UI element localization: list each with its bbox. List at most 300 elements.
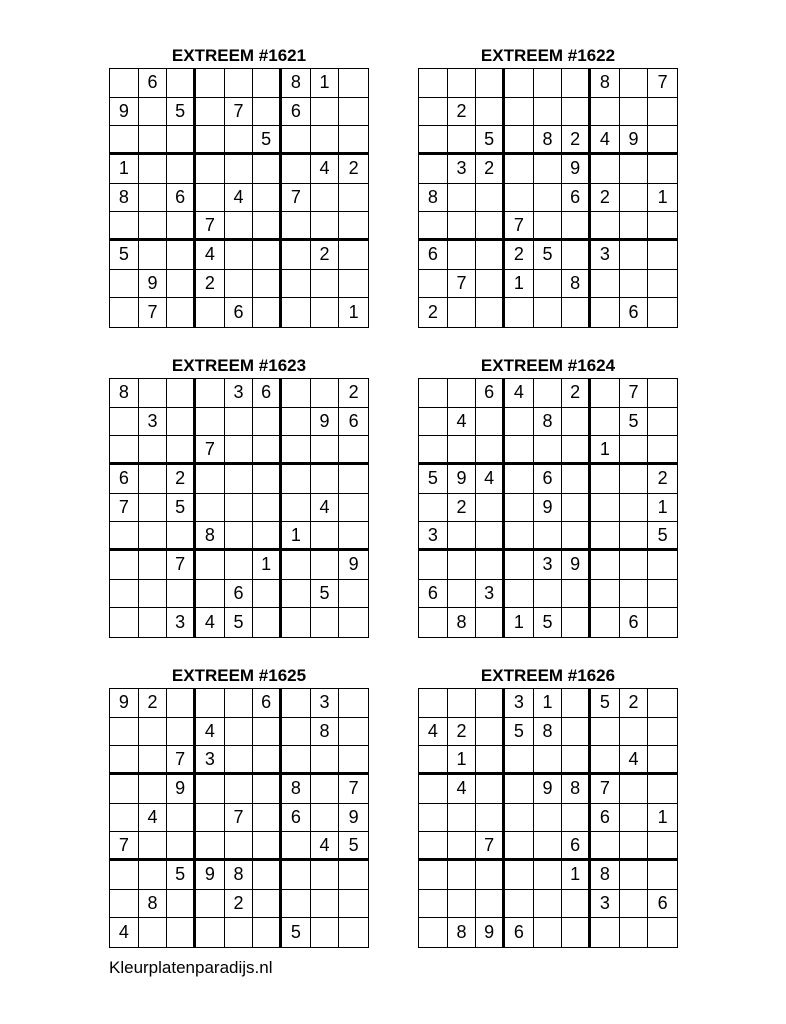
- sudoku-cell: [253, 804, 282, 833]
- sudoku-cell: [196, 918, 225, 947]
- sudoku-cell: [562, 436, 591, 465]
- sudoku-cell: 6: [505, 918, 534, 947]
- sudoku-cell: 2: [448, 494, 477, 523]
- sudoku-cell: [534, 184, 563, 213]
- puzzle-title: EXTREEM #1626: [480, 666, 616, 685]
- sudoku-cell: [620, 69, 649, 98]
- sudoku-cell: [311, 465, 340, 494]
- sudoku-cell: 9: [139, 270, 168, 299]
- sudoku-cell: 4: [196, 241, 225, 270]
- sudoku-cell: [448, 69, 477, 98]
- sudoku-cell: 6: [282, 804, 311, 833]
- sudoku-cell: [505, 861, 534, 890]
- sudoku-cell: 6: [167, 184, 196, 213]
- sudoku-cell: 8: [562, 775, 591, 804]
- sudoku-cell: 2: [620, 689, 649, 718]
- sudoku-cell: [648, 270, 677, 299]
- sudoku-cell: 9: [476, 918, 505, 947]
- sudoku-cell: [562, 718, 591, 747]
- sudoku-cell: 9: [339, 551, 368, 580]
- sudoku-cell: [419, 551, 448, 580]
- sudoku-cell: [167, 832, 196, 861]
- sudoku-cell: 3: [419, 522, 448, 551]
- sudoku-cell: [476, 522, 505, 551]
- sudoku-cell: 1: [648, 184, 677, 213]
- sudoku-cell: 2: [311, 241, 340, 270]
- sudoku-cell: [110, 861, 139, 890]
- sudoku-cell: [562, 746, 591, 775]
- sudoku-cell: 2: [448, 98, 477, 127]
- sudoku-cell: [196, 890, 225, 919]
- sudoku-cell: [419, 155, 448, 184]
- sudoku-cell: 1: [534, 689, 563, 718]
- sudoku-cell: [534, 379, 563, 408]
- sudoku-cell: [225, 69, 254, 98]
- sudoku-cell: 3: [196, 746, 225, 775]
- sudoku-cell: [562, 298, 591, 327]
- sudoku-cell: [282, 379, 311, 408]
- sudoku-cell: 8: [110, 379, 139, 408]
- sudoku-cell: [225, 270, 254, 299]
- sudoku-cell: 4: [311, 832, 340, 861]
- sudoku-cell: [419, 379, 448, 408]
- sudoku-cell: 5: [339, 832, 368, 861]
- sudoku-cell: [110, 270, 139, 299]
- sudoku-cell: [339, 746, 368, 775]
- sudoku-cell: [448, 890, 477, 919]
- sudoku-cell: [648, 241, 677, 270]
- sudoku-cell: [196, 804, 225, 833]
- sudoku-cell: [225, 746, 254, 775]
- sudoku-cell: [534, 436, 563, 465]
- sudoku-cell: [562, 804, 591, 833]
- sudoku-cell: 2: [419, 298, 448, 327]
- sudoku-cell: [311, 551, 340, 580]
- sudoku-cell: 5: [167, 98, 196, 127]
- sudoku-cell: 8: [225, 861, 254, 890]
- sudoku-cell: [167, 379, 196, 408]
- sudoku-cell: [419, 408, 448, 437]
- sudoku-cell: [110, 551, 139, 580]
- sudoku-cell: [648, 718, 677, 747]
- sudoku-cell: 8: [282, 775, 311, 804]
- sudoku-cell: [505, 465, 534, 494]
- sudoku-cell: [620, 270, 649, 299]
- sudoku-cell: [448, 551, 477, 580]
- sudoku-cell: [534, 861, 563, 890]
- sudoku-cell: [648, 126, 677, 155]
- sudoku-cell: [620, 918, 649, 947]
- sudoku-cell: 1: [448, 746, 477, 775]
- sudoku-cell: [505, 746, 534, 775]
- sudoku-cell: [591, 408, 620, 437]
- sudoku-cell: 3: [225, 379, 254, 408]
- sudoku-cell: [253, 580, 282, 609]
- sudoku-cell: 1: [311, 69, 340, 98]
- sudoku-cell: [339, 689, 368, 718]
- sudoku-cell: 4: [505, 379, 534, 408]
- sudoku-cell: 9: [562, 155, 591, 184]
- sudoku-cell: [139, 241, 168, 270]
- sudoku-cell: 9: [311, 408, 340, 437]
- sudoku-cell: 5: [476, 126, 505, 155]
- sudoku-cell: [591, 918, 620, 947]
- sudoku-cell: 3: [448, 155, 477, 184]
- sudoku-cell: 1: [505, 608, 534, 637]
- sudoku-cell: [253, 298, 282, 327]
- sudoku-cell: [562, 689, 591, 718]
- sudoku-cell: [476, 212, 505, 241]
- sudoku-cell: [505, 580, 534, 609]
- sudoku-cell: 5: [253, 126, 282, 155]
- sudoku-cell: [591, 494, 620, 523]
- sudoku-cell: [534, 298, 563, 327]
- sudoku-cell: [110, 69, 139, 98]
- sudoku-cell: [110, 408, 139, 437]
- sudoku-cell: [534, 212, 563, 241]
- sudoku-cell: [167, 241, 196, 270]
- sudoku-cell: 9: [110, 689, 139, 718]
- sudoku-cell: [339, 69, 368, 98]
- sudoku-cell: [534, 522, 563, 551]
- sudoku-cell: 1: [110, 155, 139, 184]
- sudoku-cell: 4: [419, 718, 448, 747]
- sudoku-cell: 5: [648, 522, 677, 551]
- sudoku-cell: [167, 890, 196, 919]
- sudoku-cell: 7: [591, 775, 620, 804]
- sudoku-cell: [339, 98, 368, 127]
- sudoku-cell: [311, 522, 340, 551]
- sudoku-cell: 5: [167, 861, 196, 890]
- sudoku-cell: [476, 890, 505, 919]
- sudoku-cell: [311, 126, 340, 155]
- sudoku-cell: [534, 69, 563, 98]
- sudoku-cell: 6: [620, 608, 649, 637]
- sudoku-cell: [534, 580, 563, 609]
- sudoku-cell: 2: [339, 379, 368, 408]
- sudoku-cell: [110, 775, 139, 804]
- sudoku-cell: [476, 298, 505, 327]
- sudoku-grid: [418, 378, 678, 638]
- sudoku-cell: 2: [225, 890, 254, 919]
- sudoku-cell: [225, 212, 254, 241]
- sudoku-cell: 6: [419, 241, 448, 270]
- sudoku-cell: [476, 270, 505, 299]
- sudoku-cell: [110, 580, 139, 609]
- sudoku-cell: [648, 98, 677, 127]
- sudoku-cell: [448, 126, 477, 155]
- sudoku-cell: [562, 465, 591, 494]
- sudoku-cell: [476, 69, 505, 98]
- sudoku-cell: 1: [562, 861, 591, 890]
- sudoku-cell: 4: [196, 608, 225, 637]
- sudoku-cell: [225, 241, 254, 270]
- sudoku-cell: [562, 890, 591, 919]
- sudoku-cell: 6: [225, 298, 254, 327]
- sudoku-cell: [476, 804, 505, 833]
- sudoku-cell: [282, 155, 311, 184]
- sudoku-cell: [139, 861, 168, 890]
- sudoku-cell: 6: [591, 804, 620, 833]
- sudoku-cell: 1: [648, 494, 677, 523]
- sudoku-cell: [648, 580, 677, 609]
- sudoku-cell: [253, 184, 282, 213]
- sudoku-cell: 5: [110, 241, 139, 270]
- sudoku-cell: [419, 775, 448, 804]
- sudoku-cell: [196, 69, 225, 98]
- sudoku-cell: [419, 890, 448, 919]
- sudoku-cell: [253, 270, 282, 299]
- sudoku-cell: 8: [448, 918, 477, 947]
- sudoku-cell: [253, 832, 282, 861]
- sudoku-cell: [167, 522, 196, 551]
- sudoku-cell: 5: [282, 918, 311, 947]
- sudoku-cell: [139, 379, 168, 408]
- sudoku-cell: [110, 298, 139, 327]
- sudoku-cell: 4: [476, 465, 505, 494]
- sudoku-cell: [139, 918, 168, 947]
- sudoku-cell: 7: [139, 298, 168, 327]
- sudoku-cell: [253, 608, 282, 637]
- sudoku-cell: [225, 465, 254, 494]
- sudoku-cell: [110, 522, 139, 551]
- sudoku-cell: [562, 522, 591, 551]
- sudoku-cell: [476, 746, 505, 775]
- sudoku-cell: [448, 379, 477, 408]
- sudoku-cell: 7: [110, 832, 139, 861]
- sudoku-cell: 8: [562, 270, 591, 299]
- sudoku-cell: [419, 608, 448, 637]
- sudoku-cell: [139, 718, 168, 747]
- sudoku-cell: [505, 775, 534, 804]
- puzzle-title: EXTREEM #1623: [171, 356, 307, 375]
- sudoku-cell: 2: [139, 689, 168, 718]
- sudoku-cell: [476, 775, 505, 804]
- sudoku-cell: [620, 861, 649, 890]
- sudoku-cell: 5: [620, 408, 649, 437]
- sudoku-grid: [109, 68, 369, 328]
- sudoku-cell: 8: [534, 408, 563, 437]
- sudoku-cell: 6: [110, 465, 139, 494]
- sudoku-cell: [448, 832, 477, 861]
- sudoku-cell: [339, 718, 368, 747]
- sudoku-cell: [505, 408, 534, 437]
- sudoku-cell: 9: [534, 775, 563, 804]
- sudoku-cell: 7: [196, 212, 225, 241]
- sudoku-cell: [167, 155, 196, 184]
- sudoku-cell: [534, 832, 563, 861]
- sudoku-cell: 5: [167, 494, 196, 523]
- sudoku-cell: [562, 580, 591, 609]
- sudoku-cell: 3: [534, 551, 563, 580]
- sudoku-cell: [620, 890, 649, 919]
- sudoku-cell: 4: [311, 155, 340, 184]
- sudoku-cell: 2: [648, 465, 677, 494]
- sudoku-cell: [505, 890, 534, 919]
- sudoku-cell: [110, 212, 139, 241]
- sudoku-cell: [648, 775, 677, 804]
- sudoku-cell: [311, 608, 340, 637]
- sudoku-cell: [648, 298, 677, 327]
- sudoku-cell: 7: [648, 69, 677, 98]
- sudoku-cell: 8: [196, 522, 225, 551]
- sudoku-cell: [648, 689, 677, 718]
- sudoku-cell: [534, 918, 563, 947]
- sudoku-cell: [476, 436, 505, 465]
- sudoku-cell: 7: [196, 436, 225, 465]
- sudoku-cell: [253, 918, 282, 947]
- sudoku-cell: 4: [620, 746, 649, 775]
- sudoku-cell: [591, 551, 620, 580]
- sudoku-cell: [110, 890, 139, 919]
- sudoku-cell: [505, 494, 534, 523]
- sudoku-cell: [419, 69, 448, 98]
- sudoku-cell: [167, 689, 196, 718]
- sudoku-cell: [311, 775, 340, 804]
- sudoku-cell: [253, 69, 282, 98]
- sudoku-cell: [339, 270, 368, 299]
- sudoku-cell: 5: [591, 689, 620, 718]
- sudoku-cell: [648, 408, 677, 437]
- sudoku-cell: [591, 298, 620, 327]
- sudoku-cell: [225, 918, 254, 947]
- sudoku-cell: [448, 522, 477, 551]
- sudoku-grid: [109, 378, 369, 638]
- sudoku-cell: [253, 155, 282, 184]
- sudoku-cell: [311, 98, 340, 127]
- sudoku-cell: [253, 522, 282, 551]
- sudoku-cell: [476, 861, 505, 890]
- sudoku-cell: [110, 718, 139, 747]
- sudoku-cell: 7: [505, 212, 534, 241]
- site-footer-text: Kleurplatenparadijs.nl: [109, 958, 273, 977]
- sudoku-cell: [311, 379, 340, 408]
- sudoku-cell: [534, 890, 563, 919]
- sudoku-cell: [225, 775, 254, 804]
- sudoku-cell: [225, 408, 254, 437]
- sudoku-cell: 2: [562, 126, 591, 155]
- sudoku-cell: [225, 126, 254, 155]
- sudoku-cell: 7: [620, 379, 649, 408]
- sudoku-cell: [476, 408, 505, 437]
- sudoku-cell: [282, 270, 311, 299]
- sudoku-cell: [448, 241, 477, 270]
- puzzle-title: EXTREEM #1622: [480, 46, 616, 65]
- sudoku-cell: [591, 522, 620, 551]
- sudoku-cell: [139, 608, 168, 637]
- sudoku-cell: [505, 184, 534, 213]
- sudoku-cell: 7: [282, 184, 311, 213]
- sudoku-cell: [505, 551, 534, 580]
- sudoku-cell: [282, 408, 311, 437]
- sudoku-cell: 8: [534, 718, 563, 747]
- sudoku-cell: [225, 832, 254, 861]
- sudoku-cell: [476, 241, 505, 270]
- sudoku-cell: [648, 155, 677, 184]
- sudoku-cell: [505, 804, 534, 833]
- sudoku-cell: [196, 580, 225, 609]
- sudoku-cell: [110, 746, 139, 775]
- sudoku-cell: 7: [225, 804, 254, 833]
- sudoku-cell: 7: [339, 775, 368, 804]
- sudoku-cell: 4: [225, 184, 254, 213]
- sudoku-cell: [620, 241, 649, 270]
- sudoku-cell: [476, 608, 505, 637]
- sudoku-cell: [505, 522, 534, 551]
- sudoku-cell: 9: [448, 465, 477, 494]
- sudoku-cell: 6: [419, 580, 448, 609]
- sudoku-cell: [253, 746, 282, 775]
- sudoku-cell: [167, 270, 196, 299]
- sudoku-cell: 1: [505, 270, 534, 299]
- sudoku-cell: [562, 212, 591, 241]
- sudoku-cell: 3: [139, 408, 168, 437]
- sudoku-cell: [253, 98, 282, 127]
- sudoku-cell: [562, 98, 591, 127]
- sudoku-cell: [620, 98, 649, 127]
- sudoku-cell: [282, 890, 311, 919]
- sudoku-cell: [448, 689, 477, 718]
- sudoku-cell: [139, 98, 168, 127]
- sudoku-cell: [648, 861, 677, 890]
- sudoku-cell: 7: [110, 494, 139, 523]
- sudoku-cell: [562, 918, 591, 947]
- sudoku-cell: [505, 436, 534, 465]
- sudoku-cell: [339, 126, 368, 155]
- sudoku-cell: 5: [419, 465, 448, 494]
- sudoku-cell: [419, 804, 448, 833]
- sudoku-cell: [282, 436, 311, 465]
- sudoku-grid: [109, 688, 369, 948]
- sudoku-cell: [139, 126, 168, 155]
- sudoku-cell: 4: [448, 775, 477, 804]
- sudoku-cell: [505, 98, 534, 127]
- sudoku-cell: 6: [225, 580, 254, 609]
- sudoku-cell: [476, 551, 505, 580]
- sudoku-cell: [419, 832, 448, 861]
- sudoku-cell: [419, 918, 448, 947]
- sudoku-cell: [196, 298, 225, 327]
- sudoku-cell: 2: [476, 155, 505, 184]
- sudoku-cell: [139, 212, 168, 241]
- sudoku-cell: [419, 436, 448, 465]
- sudoku-cell: [448, 861, 477, 890]
- sudoku-cell: [311, 861, 340, 890]
- sudoku-cell: [139, 155, 168, 184]
- sudoku-cell: [620, 718, 649, 747]
- sudoku-cell: [139, 775, 168, 804]
- sudoku-cell: [648, 551, 677, 580]
- sudoku-cell: [591, 212, 620, 241]
- sudoku-cell: [591, 379, 620, 408]
- sudoku-cell: [534, 804, 563, 833]
- sudoku-cell: 8: [139, 890, 168, 919]
- sudoku-cell: 6: [253, 379, 282, 408]
- sudoku-cell: [282, 608, 311, 637]
- sudoku-cell: [167, 436, 196, 465]
- sudoku-cell: [339, 580, 368, 609]
- sudoku-cell: 9: [110, 98, 139, 127]
- sudoku-cell: [620, 775, 649, 804]
- sudoku-cell: [282, 241, 311, 270]
- sudoku-cell: [311, 298, 340, 327]
- sudoku-cell: [620, 212, 649, 241]
- sudoku-grid: [418, 68, 678, 328]
- sudoku-cell: [282, 746, 311, 775]
- sudoku-cell: 8: [110, 184, 139, 213]
- sudoku-cell: [419, 861, 448, 890]
- sudoku-cell: 4: [311, 494, 340, 523]
